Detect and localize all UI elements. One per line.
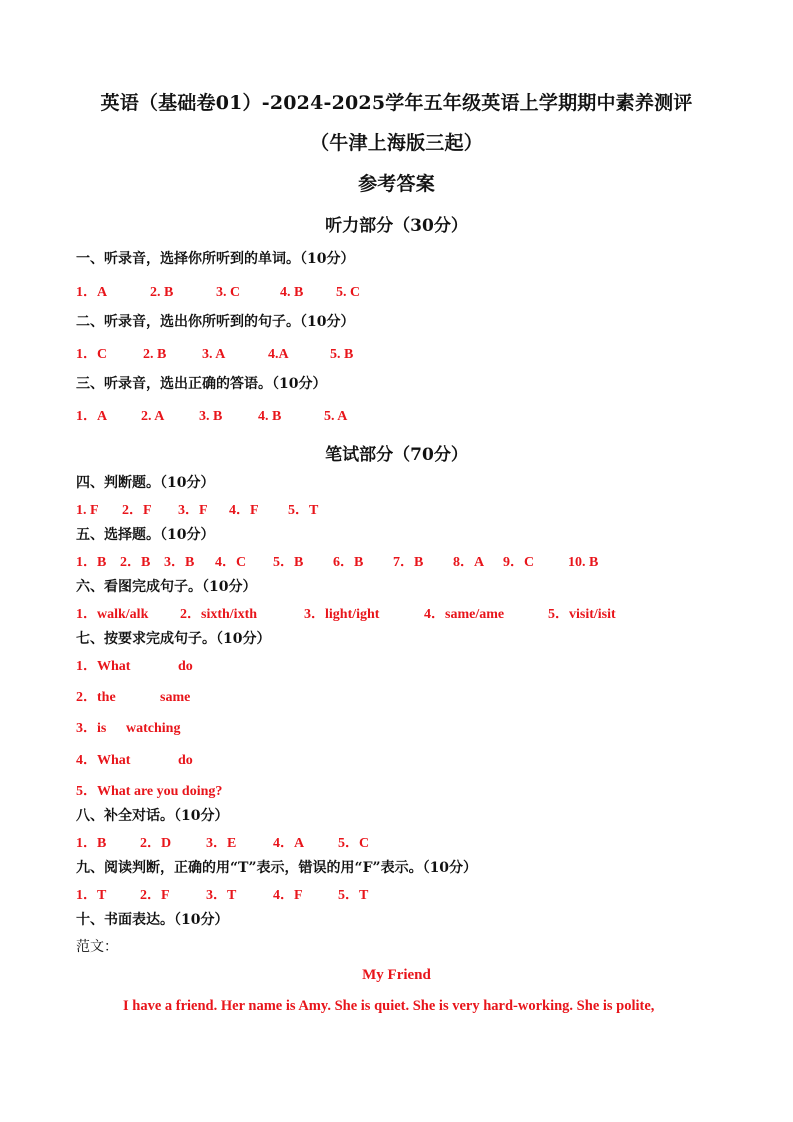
answer-item: 4．C: [215, 555, 247, 570]
answer-item: 10. B: [568, 555, 599, 570]
answer-item: 2．F: [140, 888, 170, 903]
question-7-line-4: [76, 749, 193, 769]
answer-item: 2. B: [150, 285, 174, 300]
answer-item: 3. A: [202, 347, 226, 362]
answer-item: 3．B: [164, 555, 195, 570]
answer-item: 5．visit/isit: [548, 607, 616, 622]
question-7-line-3: [76, 717, 180, 737]
answer-item: 2．sixth/ixth: [180, 607, 258, 622]
document-subtitle: （牛津上海版三起）: [310, 132, 483, 154]
question-4-answers: [76, 499, 318, 519]
writing-section-heading: 笔试部分（70分）: [325, 445, 468, 465]
answer-item: 5．C: [338, 836, 370, 851]
answer-item: 1．B: [76, 836, 107, 851]
question-5-prompt: 五、选择题。（10分）: [76, 527, 215, 543]
answer-item: 1. F: [76, 503, 99, 518]
answer-item: 3．light/ight: [304, 607, 380, 622]
question-7-line-1: [76, 655, 193, 675]
question-7-line-5: [76, 780, 222, 800]
answer-item: 2．the: [76, 690, 116, 705]
answer-item: 5．T: [338, 888, 369, 903]
question-5-answers: [76, 551, 598, 571]
essay-title: My Friend: [362, 967, 431, 983]
question-10-prompt: 十、书面表达。（10分）: [76, 912, 229, 928]
answer-item: 4.A: [268, 347, 289, 362]
question-8-answers: [76, 832, 369, 852]
answer-item: 2．D: [140, 836, 172, 851]
answer-item: 4．same/ame: [424, 607, 505, 622]
answer-item: 5．B: [273, 555, 304, 570]
question-2-answers: [76, 343, 353, 363]
answer-item: 1．C: [76, 347, 108, 362]
question-7-prompt: 七、按要求完成句子。（10分）: [76, 631, 271, 647]
answer-item: 3. C: [216, 285, 241, 300]
answer-item: 3．T: [206, 888, 237, 903]
answer-item: 3. B: [199, 409, 223, 424]
answer-item: do: [178, 659, 193, 674]
listening-section-heading: 听力部分（30分）: [325, 216, 468, 236]
answer-item: 2．F: [122, 503, 152, 518]
answer-item: 5. A: [324, 409, 348, 424]
question-7-line-2: [76, 686, 190, 706]
question-9-answers: [76, 884, 368, 904]
essay-text-line: I have a friend. Her name is Amy. She is quiet. She is very hard-working. She is polite,: [123, 998, 655, 1014]
answer-item: 2. A: [141, 409, 165, 424]
question-6-prompt: 六、看图完成句子。（10分）: [76, 579, 257, 595]
document-title: 英语（基础卷01）-2024-2025学年五年级英语上学期期中素养测评: [100, 92, 693, 114]
question-1-prompt: 一、听录音，选择你所听到的单词。（10分）: [76, 251, 355, 267]
answer-item: 1．A: [76, 285, 108, 300]
answer-item: 5．T: [288, 503, 319, 518]
sample-essay-label: 范文：: [76, 939, 118, 955]
answer-item: 5．What are you doing?: [76, 784, 223, 799]
answer-item: 4. B: [280, 285, 304, 300]
answer-item: 1．T: [76, 888, 107, 903]
answer-item: 5. B: [330, 347, 354, 362]
answer-item: 4．What: [76, 753, 131, 768]
answer-item: same: [160, 690, 191, 705]
answer-key-heading: 参考答案: [358, 173, 435, 195]
answer-item: do: [178, 753, 193, 768]
answer-item: 7．B: [393, 555, 424, 570]
answer-item: watching: [126, 721, 181, 736]
question-4-prompt: 四、判断题。（10分）: [76, 475, 215, 491]
answer-item: 4．F: [229, 503, 259, 518]
answer-item: 6．B: [333, 555, 364, 570]
question-1-answers: [76, 281, 360, 301]
answer-item: 4．A: [273, 836, 305, 851]
answer-item: 2. B: [143, 347, 167, 362]
question-3-prompt: 三、听录音，选出正确的答语。（10分）: [76, 376, 327, 392]
answer-item: 4. B: [258, 409, 282, 424]
question-2-prompt: 二、听录音，选出你所听到的句子。（10分）: [76, 314, 355, 330]
question-3-answers: [76, 405, 347, 425]
answer-item: 3．is: [76, 721, 107, 736]
answer-item: 5. C: [336, 285, 361, 300]
question-9-prompt: 九、阅读判断，正确的用“T”表示，错误的用“F”表示。（10分）: [76, 860, 478, 876]
answer-item: 8．A: [453, 555, 485, 570]
answer-item: 2．B: [120, 555, 151, 570]
answer-item: 9．C: [503, 555, 535, 570]
answer-item: 3．F: [178, 503, 208, 518]
answer-item: 1．walk/alk: [76, 607, 149, 622]
answer-item: 4．F: [273, 888, 303, 903]
answer-item: 1．What: [76, 659, 131, 674]
question-6-answers: [76, 603, 616, 623]
answer-item: 1．B: [76, 555, 107, 570]
answer-item: 1．A: [76, 409, 108, 424]
question-8-prompt: 八、补全对话。（10分）: [76, 808, 229, 824]
answer-item: 3．E: [206, 836, 237, 851]
